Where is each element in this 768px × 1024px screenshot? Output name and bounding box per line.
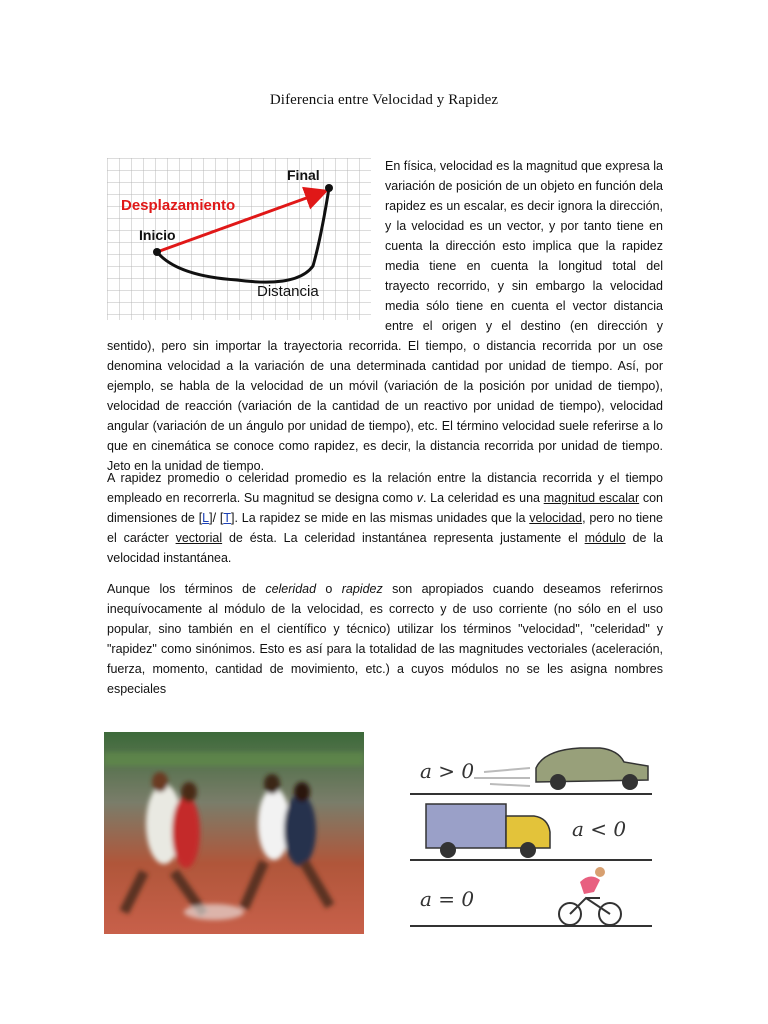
term-celeridad: celeridad <box>265 582 317 596</box>
symbol-v: v <box>416 491 423 505</box>
label-desplazamiento: Desplazamiento <box>121 197 236 214</box>
start-point <box>153 248 161 256</box>
text: Aunque los términos de <box>107 582 266 596</box>
paragraph-terminos <box>107 579 663 699</box>
label-distancia: Distancia <box>257 283 319 300</box>
end-point <box>325 184 333 192</box>
text: son apropiados cuando deseamos referirnos inequívocamente al módulo de la <box>107 582 663 616</box>
term-rapidez: rapidez <box>341 582 383 596</box>
link-vectorial[interactable]: vectorial <box>175 531 223 545</box>
text: o <box>316 582 342 596</box>
text: , pero no tiene el carácter <box>107 511 663 545</box>
acceleration-figure-svg <box>404 732 662 928</box>
page-title: Diferencia entre Velocidad y Rapidez <box>269 92 499 108</box>
text: es la relación entre la distancia recorrida y el tiempo empleado en recorrerla. Su magnitud se designa como <box>107 471 663 505</box>
label-inicio: Inicio <box>139 227 176 243</box>
text: o <box>219 471 239 485</box>
runners-photo <box>104 732 364 934</box>
text: de ésta. La celeridad instantánea representa justamente el <box>222 531 585 545</box>
text: , es correcto y de uso corriente (no sólo en el uso popular, sino también en el científico y técnico) utilizar los términos "velocidad", "celeridad" y "rapidez" como sinónimos. Esto es así para la totalidad de las magnitudes vectoriales (aceleración, fuerza, momento, cantidad de movimiento, etc.) a cuyos módulos no se les asigna nombres especiales <box>107 602 663 696</box>
text: ]. La rapidez se mide en las mismas unidades que la <box>231 511 530 525</box>
text: . La celeridad es una <box>422 491 544 505</box>
link-magnitud-escalar[interactable]: magnitud escalar <box>543 491 640 505</box>
acceleration-figure <box>404 732 662 928</box>
paragraph-velocidad-text: En física, velocidad es la magnitud que expresa la variación de posición de un objeto en función dela rapidez es un escalar, es decir ignora la dirección, y la velocidad es un vector, y por tanto tiene en cuenta la dirección esto implica que la rapidez media tiene en cuenta la longitud total del trayecto recorrido, y sin embargo la velocidad media sólo tiene en cuenta el vector distancia entre el origen y el destino (en dirección y sentido), pero sin importar la trayectoria recorrida. El tiempo, o distancia recorrida por un ose denomina velocidad a la variación de una determinada cantidad por unidad de tiempo. Así, por ejemplo, se habla de la velocidad de un móvil (variación de la posición por unidad de tiempo), velocidad de reacción (variación de la cantidad de un reactivo por unidad de tiempo), velocidad angular (variación de un ángulo por unidad de tiempo), etc. El término velocidad suele referirse a lo que en cinemática se conoce como rapidez, es decir, la distancia recorrida por unidad de tiempo. Jeto en la unidad de tiempo. <box>107 159 663 473</box>
displacement-diagram <box>107 158 371 320</box>
text: rapidez promedio <box>120 471 220 485</box>
text: A <box>107 471 121 485</box>
label-final: Final <box>287 167 320 183</box>
text: ]/ [ <box>209 511 224 525</box>
label-a-gt-0: a > 0 <box>420 759 475 783</box>
text: celeridad promedio <box>238 471 348 485</box>
term-velocidad: velocidad <box>307 602 361 616</box>
label-a-lt-0: a < 0 <box>572 817 627 841</box>
link-velocidad[interactable]: velocidad <box>529 511 583 525</box>
paragraph-velocidad <box>107 156 663 476</box>
link-T[interactable]: T <box>223 511 231 525</box>
label-a-eq-0: a = 0 <box>420 887 475 911</box>
link-L[interactable]: L <box>202 511 210 525</box>
displacement-diagram-svg <box>107 158 371 320</box>
paragraph-rapidez-promedio <box>107 468 663 568</box>
text: de la velocidad instantánea. <box>107 531 663 565</box>
text: con dimensiones de [ <box>107 491 663 525</box>
link-modulo[interactable]: módulo <box>584 531 626 545</box>
runners-photo-svg <box>104 732 364 934</box>
